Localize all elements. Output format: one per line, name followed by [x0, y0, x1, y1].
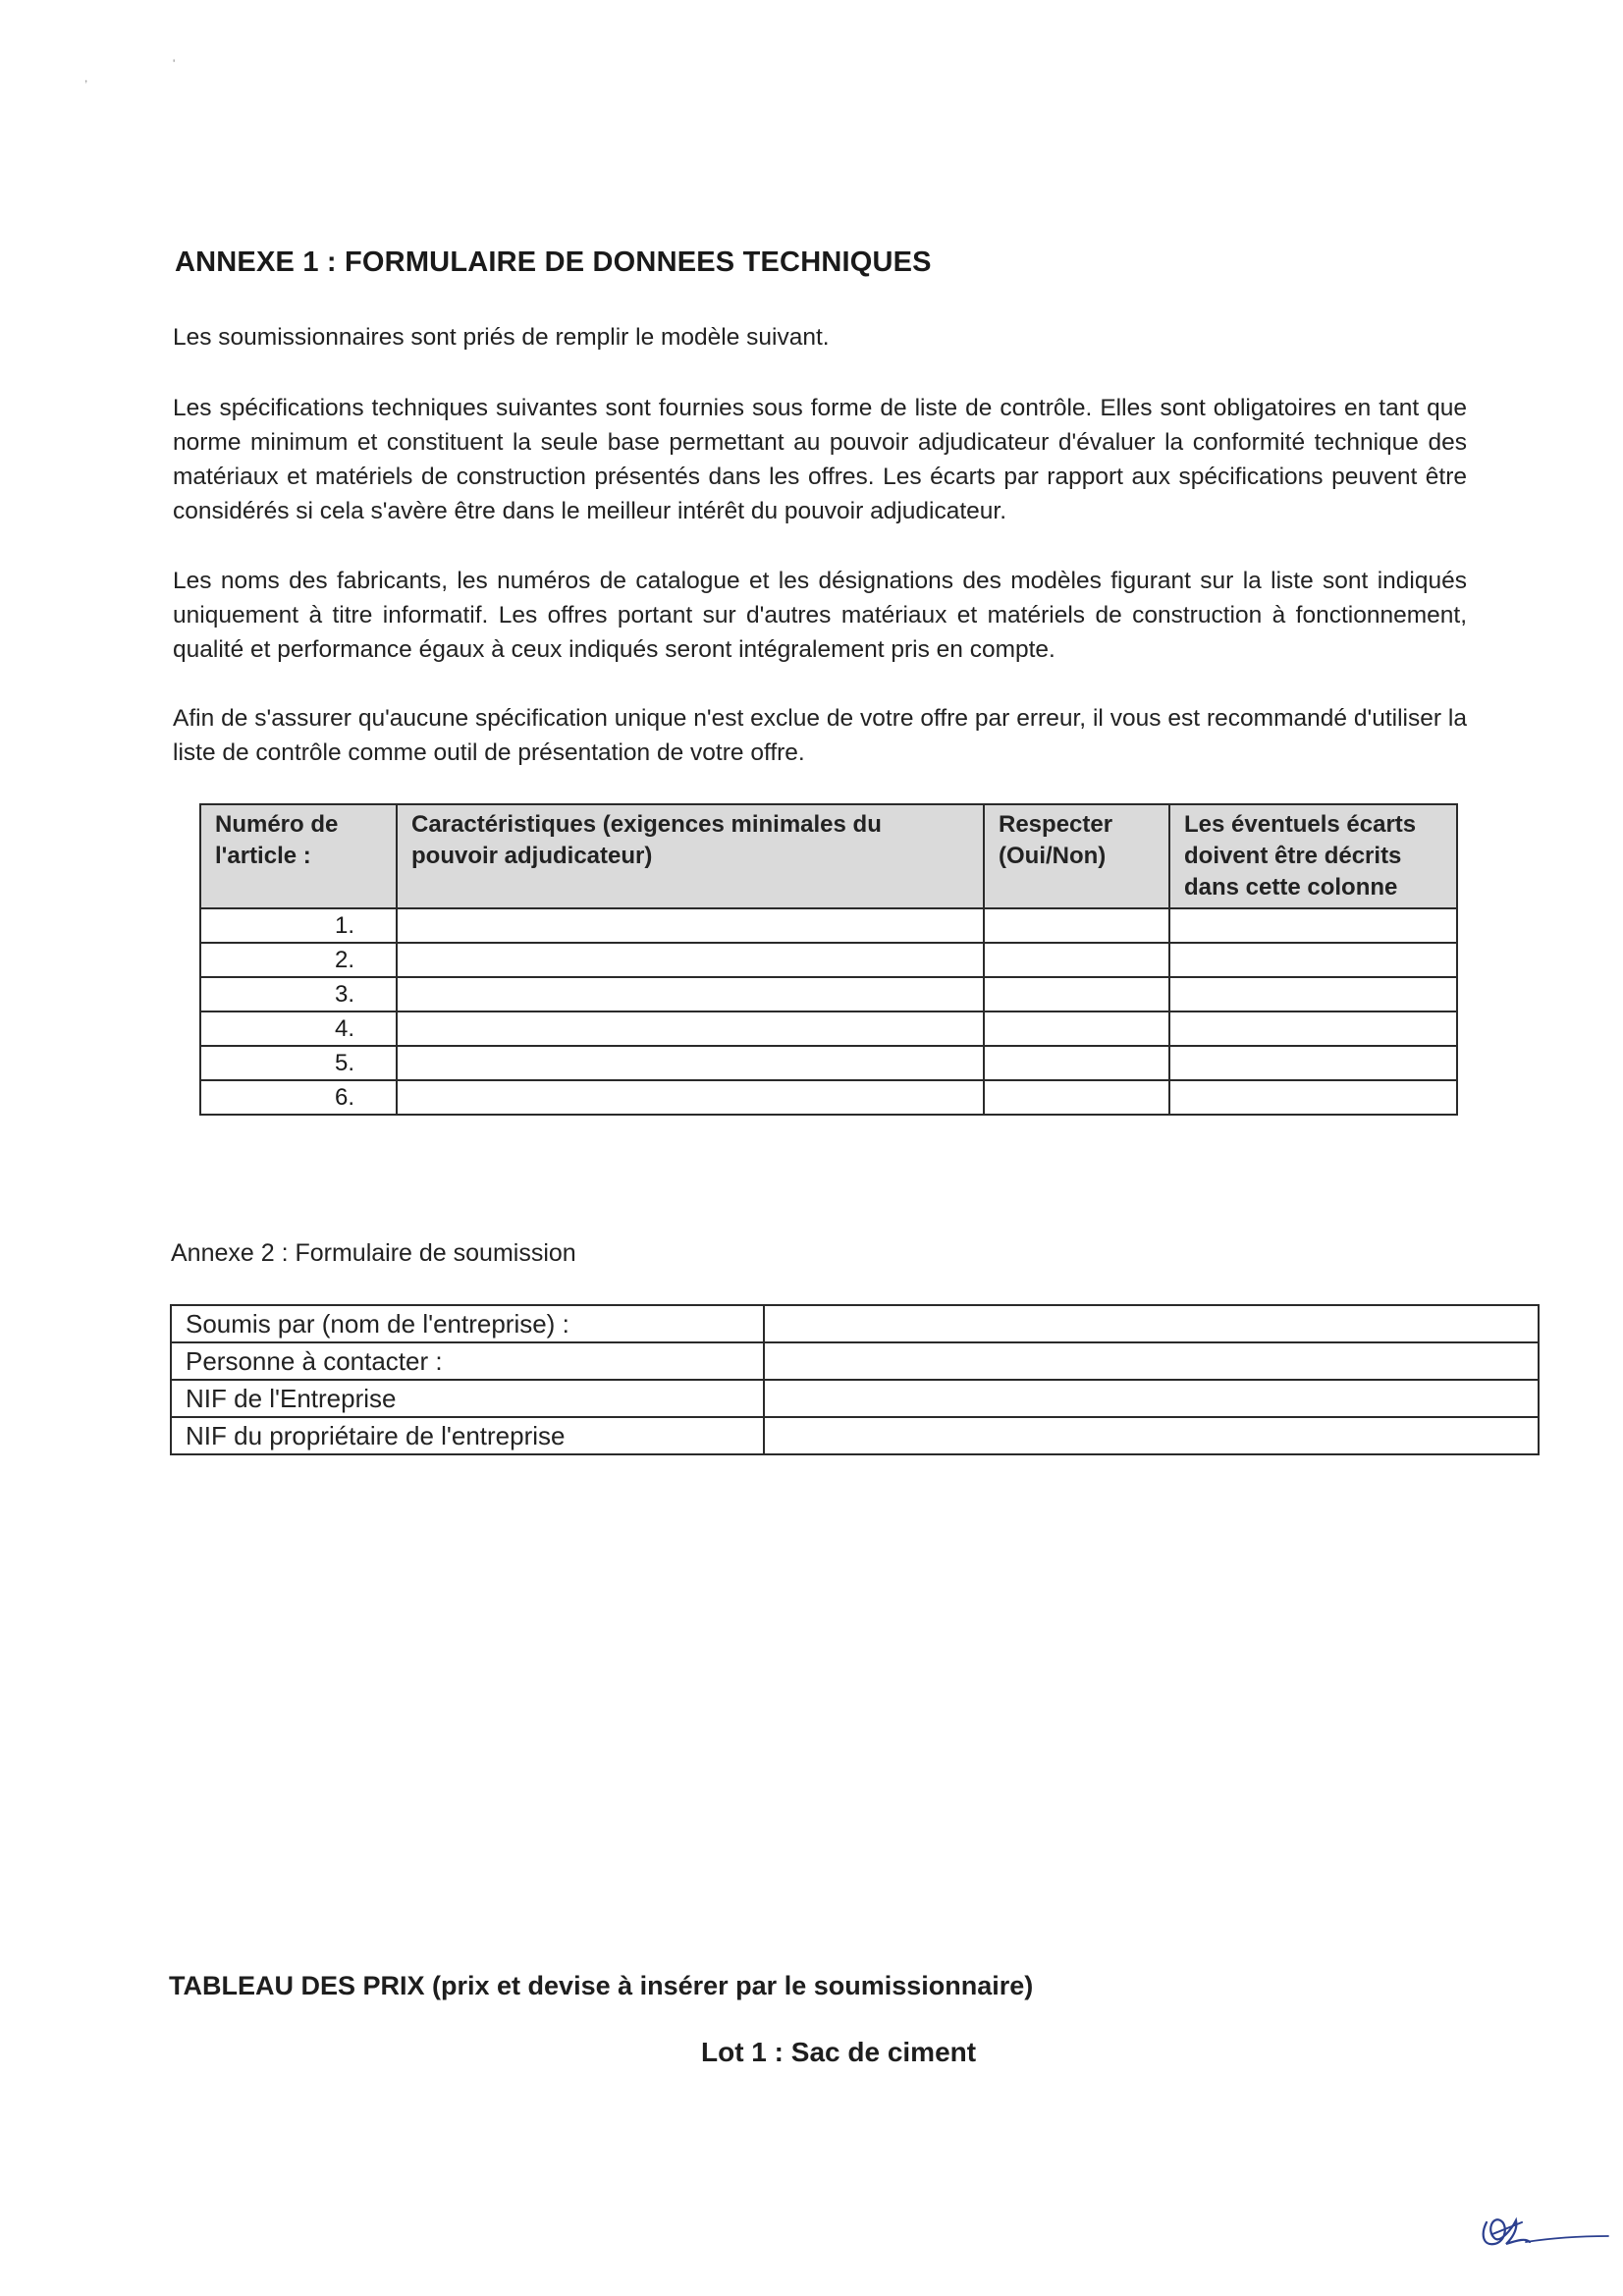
compliance-cell[interactable]	[984, 1046, 1169, 1080]
header-deviations: Les éventuels écarts doivent être décrits dans cette colonne	[1169, 804, 1457, 908]
label-contact-person: Personne à contacter :	[171, 1342, 764, 1380]
header-compliance: Respecter (Oui/Non)	[984, 804, 1169, 908]
row-number: 3.	[200, 977, 397, 1011]
owner-nif-field[interactable]	[764, 1417, 1539, 1454]
table-row	[200, 1046, 1457, 1080]
compliance-cell[interactable]	[984, 943, 1169, 977]
annexe1-title: ANNEXE 1 : FORMULAIRE DE DONNEES TECHNIQUES	[175, 246, 932, 278]
deviations-cell[interactable]	[1169, 1080, 1457, 1115]
row-number: 6.	[200, 1080, 397, 1115]
table-row	[200, 943, 1457, 977]
characteristics-cell[interactable]	[397, 943, 984, 977]
row-number: 2.	[200, 943, 397, 977]
table-row	[200, 1011, 1457, 1046]
deviations-cell[interactable]	[1169, 977, 1457, 1011]
table-row	[171, 1380, 1539, 1417]
paragraph-manufacturers: Les noms des fabricants, les numéros de catalogue et les désignations des modèles figurant sur la liste sont indiqués uniquement à titre informatif. Les offres portant sur d'autres matériaux et matériels de construction à fonctionnement, qualité et performance égaux à ceux indiqués seront intégralement pris en compte.	[173, 568, 1467, 663]
paragraph-checklist: Afin de s'assurer qu'aucune spécification unique n'est exclue de votre offre par erreur, il vous est recommandé d'utiliser la liste de contrôle comme outil de présentation de votre offre.	[173, 705, 1467, 766]
table-row	[171, 1305, 1539, 1342]
characteristics-cell[interactable]	[397, 1011, 984, 1046]
company-name-field[interactable]	[764, 1305, 1539, 1342]
label-company-nif: NIF de l'Entreprise	[171, 1380, 764, 1417]
submission-form-table	[170, 1304, 1540, 1455]
table-header-row	[200, 804, 1457, 908]
lot-title: Lot 1 : Sac de ciment	[701, 2037, 977, 2067]
deviations-cell[interactable]	[1169, 1046, 1457, 1080]
scan-mark: ,	[84, 71, 88, 84]
paragraph-intro: Les soumissionnaires sont priés de remplir le modèle suivant.	[173, 324, 830, 351]
signature-initials	[1473, 2195, 1610, 2264]
compliance-cell[interactable]	[984, 977, 1169, 1011]
contact-person-field[interactable]	[764, 1342, 1539, 1380]
characteristics-cell[interactable]	[397, 1080, 984, 1115]
compliance-cell[interactable]	[984, 1011, 1169, 1046]
header-characteristics: Caractéristiques (exigences minimales du pouvoir adjudicateur)	[397, 804, 984, 908]
deviations-cell[interactable]	[1169, 908, 1457, 943]
row-number: 1.	[200, 908, 397, 943]
table-row	[171, 1342, 1539, 1380]
compliance-cell[interactable]	[984, 908, 1169, 943]
deviations-cell[interactable]	[1169, 1011, 1457, 1046]
paragraph-specifications: Les spécifications techniques suivantes sont fournies sous forme de liste de contrôle. Elles sont obligatoires en tant que norme minimum et constituent la seule base permettant au pouvoir adjudicateur d'évaluer la conformité technique des matériaux et matériels de construction présentés dans les offres. Les écarts par rapport aux spécifications peuvent être considérés si cela s'avère être dans le meilleur intérêt du pouvoir adjudicateur.	[173, 395, 1467, 524]
table-row	[171, 1417, 1539, 1454]
compliance-cell[interactable]	[984, 1080, 1169, 1115]
scan-mark: '	[173, 57, 176, 71]
header-article-number: Numéro de l'article :	[200, 804, 397, 908]
row-number: 4.	[200, 1011, 397, 1046]
characteristics-cell[interactable]	[397, 1046, 984, 1080]
technical-data-table	[199, 803, 1458, 1116]
label-company-name: Soumis par (nom de l'entreprise) :	[171, 1305, 764, 1342]
characteristics-cell[interactable]	[397, 977, 984, 1011]
annexe2-title: Annexe 2 : Formulaire de soumission	[171, 1239, 576, 1267]
price-table-title: TABLEAU DES PRIX (prix et devise à insérer par le soumissionnaire)	[169, 1971, 1034, 2000]
characteristics-cell[interactable]	[397, 908, 984, 943]
table-row	[200, 977, 1457, 1011]
table-row	[200, 908, 1457, 943]
company-nif-field[interactable]	[764, 1380, 1539, 1417]
table-row	[200, 1080, 1457, 1115]
row-number: 5.	[200, 1046, 397, 1080]
deviations-cell[interactable]	[1169, 943, 1457, 977]
label-owner-nif: NIF du propriétaire de l'entreprise	[171, 1417, 764, 1454]
